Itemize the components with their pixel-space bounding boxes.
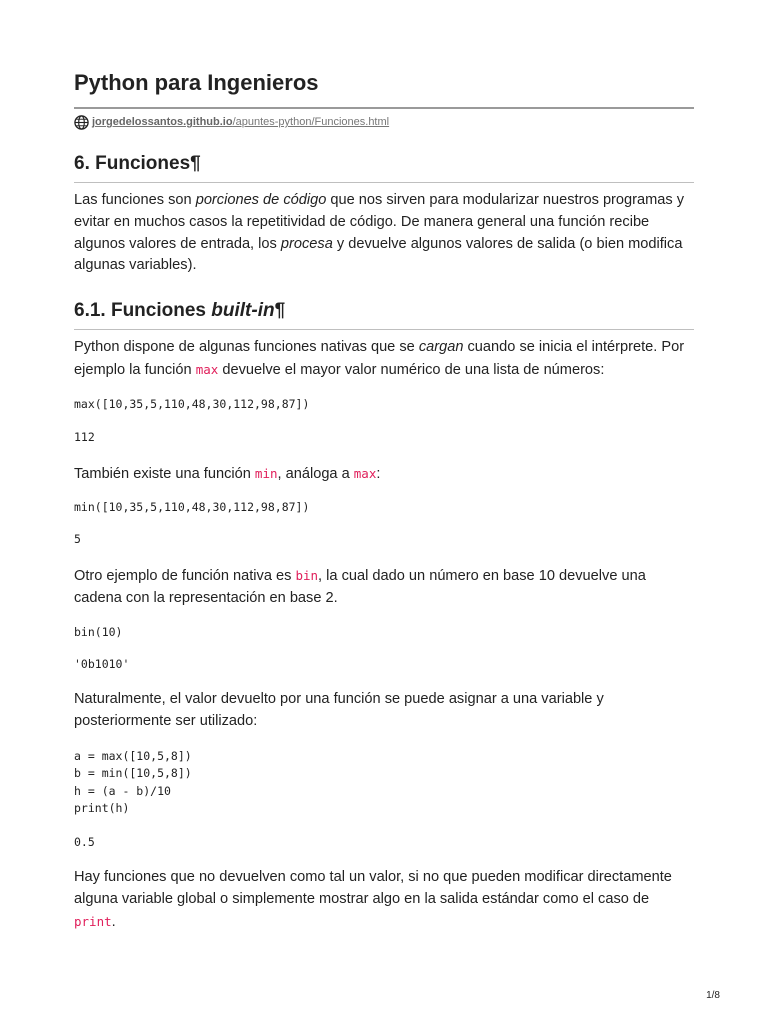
code-output: 112: [74, 430, 95, 444]
globe-icon: [74, 115, 89, 130]
paragraph-print: Hay funciones que no devuelven como tal un valor, si no que pueden modificar directamente alguna variable global o simplemente mostrar algo en la salida estándar como el caso de print.: [74, 869, 672, 930]
source-link[interactable]: jorgedelossantos.github.io/apuntes-python/Funciones.html: [92, 116, 390, 128]
intro-paragraph: Las funciones son porciones de código que nos sirven para modularizar nuestros programas y evitar en muchos casos la repetitividad de código. De manera general una función recibe algunos valores de entrada, los procesa y devuelve algunos valores de salida (o bien modifica algunas variables).: [74, 192, 685, 274]
inline-code: bin: [295, 568, 319, 583]
section-divider: [74, 182, 694, 183]
inline-code: max: [353, 466, 377, 481]
code-output: 5: [74, 532, 81, 546]
section-divider: [74, 329, 694, 330]
page-number: 1/8: [706, 990, 720, 1001]
document-title: Python para Ingenieros: [74, 70, 319, 95]
code-output: '0b1010': [74, 657, 130, 671]
inline-code: min: [254, 466, 278, 481]
paragraph-min: También existe una función min, análoga a max:: [74, 466, 381, 482]
code-block: a = max([10,5,8]) b = min([10,5,8]) h = (a - b)/10 print(h): [74, 749, 192, 815]
code-block: bin(10): [74, 625, 123, 639]
paragraph-bin: Otro ejemplo de función nativa es bin, la cual dado un número en base 10 devuelve una cadena con la representación en base 2.: [74, 568, 646, 606]
inline-code: max: [195, 361, 219, 377]
title-divider: [74, 107, 694, 109]
source-url: [74, 114, 389, 130]
section-heading-funciones: 6. Funciones¶: [74, 153, 201, 174]
code-output: 0.5: [74, 835, 95, 849]
paragraph-builtin-intro: Python dispone de algunas funciones nativas que se cargan cuando se inicia el intérprete. Por ejemplo la función max devuelve el mayor valor numérico de una lista de números:: [74, 339, 685, 378]
section-heading-builtin: 6.1. Funciones built-in¶: [74, 300, 286, 321]
paragraph-assign: Naturalmente, el valor devuelto por una función se puede asignar a una variable y posteriormente ser utilizado:: [74, 691, 604, 729]
code-block: min([10,35,5,110,48,30,112,98,87]): [74, 500, 310, 514]
code-block: max([10,35,5,110,48,30,112,98,87]): [74, 397, 310, 411]
inline-code: print: [74, 913, 112, 929]
